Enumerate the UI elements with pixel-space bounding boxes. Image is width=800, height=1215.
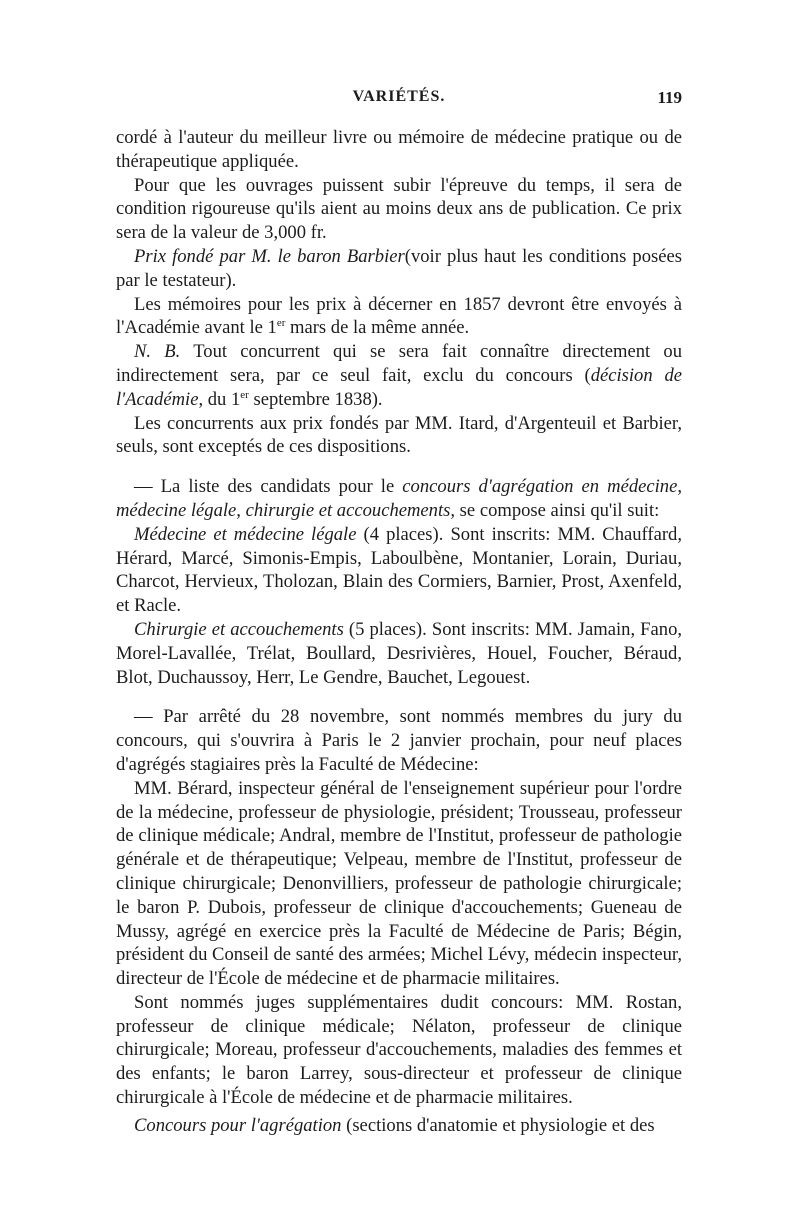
paragraph-exceptions: Les concurrents aux prix fondés par MM. Itard, d'Argenteuil et Barbier, seuls, sont exceptés de ces dispositions. — [116, 412, 682, 458]
chirurgie-inscrits: (5 places). Sont inscrits: MM. Jamain, Fano, Morel-Lavallée, Trélat, Boullard, Desrivières, Houel, Foucher, Béraud, Blot, Duchaussoy, Herr, Le Gendre, Bauchet, Legouest. — [116, 618, 683, 688]
chirurgie-heading: Chirurgie et accouchements — [134, 618, 344, 640]
nota-bene-label: N. B. — [134, 341, 181, 363]
medecine-inscrits: (4 places). Sont inscrits: MM. Chauffard, Hérard, Marcé, Simonis-Empis, Laboulbène, Montanier, Lorain, Duriau, Charcot, Hervieux, Tholozan, Blain des Cormiers, Barnier, Prost, Axenfeld, et Racle. — [116, 523, 682, 617]
candidats-text: — La liste des candidats pour le — [134, 476, 403, 498]
paragraph-concours-agregation — [116, 1114, 682, 1138]
memoires-text: Les mémoires pour les prix à décerner en 1857 devront être envoyés à l'Académie avant le 1 — [116, 293, 682, 339]
paragraph-memoires — [116, 293, 682, 341]
paragraph-jury: — Par arrêté du 28 novembre, sont nommés membres du jury du concours, qui s'ouvrira à Paris le 2 janvier prochain, pour neuf places d'agrégés stagiaires près la Faculté de Médecine: — [116, 706, 682, 775]
paragraph-prix-intro: cordé à l'auteur du meilleur livre ou mémoire de médecine pratique ou de thérapeutique appliquée. — [116, 127, 682, 172]
page-number: 119 — [657, 88, 682, 107]
candidats-concours: concours d'agrégation en médecine, médecine légale, chirurgie et accouchements, — [116, 476, 682, 521]
medecine-heading: Médecine et médecine légale — [134, 523, 357, 545]
paragraph-jury-membres: MM. Bérard, inspecteur général de l'enseignement supérieur pour l'ordre de la médecine, professeur de physiologie, président; Trousseau, professeur de clinique médicale; Andral, membre de l'Institut, professeur de pathologie générale et de thérapeutique; Velpeau, membre de l'Institut, professeur de clinique chirurgicale; Denonvilliers, professeur de pathologie chirurgicale; le baron P. Dubois, professeur de clinique d'accouchements; Gueneau de Mussy, agrégé en exercice près la Faculté de Médecine de Paris; Bégin, président du Conseil de santé des armées; Michel Lévy, médecin inspecteur, directeur de l'École de médecine et de pharmacie militaires. — [116, 777, 683, 990]
paragraph-nota-bene — [116, 340, 682, 411]
paragraph-condition: Pour que les ouvrages puissent subir l'épreuve du temps, il sera de condition rigoureuse qu'ils aient au moins deux ans de publication. Ce prix sera de la valeur de 3,000 fr. — [116, 174, 682, 244]
paragraph-chirurgie — [116, 618, 682, 689]
paragraph-juges-supplementaires: Sont nommés juges supplémentaires dudit concours: MM. Rostan, professeur de clinique médicale; Nélaton, professeur de clinique chirurgicale; Moreau, professeur d'accouchements, maladies des femmes et des enfants; le baron Larrey, sous-directeur et professeur de clinique chirurgicale à l'École de médecine et de pharmacie militaires. — [116, 991, 682, 1109]
nota-bene-text: Tout concurrent qui se sera fait connaître directement ou indirectement sera, par ce seul fait, exclu du concours ( — [116, 341, 682, 386]
memoires-sup: er — [276, 317, 286, 330]
running-head — [116, 88, 682, 118]
memoires-text-end: mars de la même année. — [285, 317, 470, 339]
candidats-text-end: se compose ainsi qu'il suit: — [455, 499, 660, 521]
running-title: VARIÉTÉS. — [352, 88, 446, 105]
nota-bene-after: , du 1 — [198, 388, 241, 410]
prix-barbier-text: (voir plus haut les conditions posées par le testateur). — [116, 245, 682, 291]
paragraph-candidats — [116, 475, 682, 523]
nota-bene-tail: septembre 1838). — [248, 388, 383, 410]
nota-bene-decision: décision de l'Académie — [116, 364, 682, 410]
paragraph-medecine — [116, 523, 682, 618]
concours-agregation-text: (sections d'anatomie et physiologie et des — [341, 1114, 655, 1136]
body-text — [116, 126, 682, 1138]
nota-bene-sup: er — [240, 388, 249, 401]
paragraph-prix-barbier — [116, 245, 682, 293]
concours-agregation-heading: Concours pour l'agrégation — [134, 1114, 342, 1136]
prix-barbier-title: Prix fondé par M. le baron Barbier — [134, 245, 405, 267]
